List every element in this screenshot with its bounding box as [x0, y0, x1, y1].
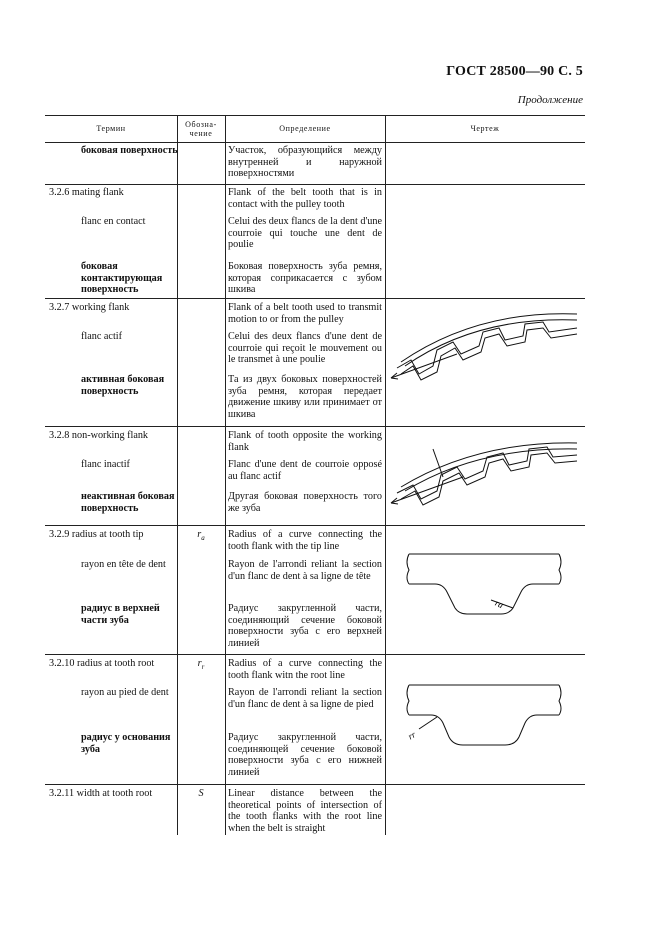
term-ru: неактивная боковая поверхность: [81, 491, 175, 514]
definition-ru: Участок, образующийся между внутренней и наружной поверхностями: [228, 145, 382, 180]
definition-en: Flank of tooth opposite the working flank: [228, 430, 382, 453]
term-en: 3.2.9 radius at tooth tip: [49, 529, 144, 540]
definition-ru: Радиус закругленной части, соединяющий сечение боковой поверхности зуба с его верхней линией: [228, 603, 382, 649]
column-divider: [385, 115, 386, 835]
definition-ru: Другая боковая поверхность того же зуба: [228, 491, 382, 514]
term-fr: rayon en tête de dent: [81, 559, 166, 570]
root-radius-drawing: [387, 681, 585, 753]
root-radius-label: rr: [406, 729, 418, 742]
col-header-term: Термин: [96, 124, 126, 133]
term-ru: боковая поверхность: [81, 145, 178, 156]
tip-radius-label: ra: [493, 597, 505, 611]
term-en: 3.2.7 working flank: [49, 302, 130, 313]
definition-fr: Celui des deux flancs d'une dent de courroie qui reçoit le mouvement ou le transmet à une poulie: [228, 331, 382, 366]
row-divider: [45, 184, 585, 185]
definition-en: Radius of a curve connecting the tooth flank witn the root line: [228, 658, 382, 681]
term-fr: flanc inactif: [81, 459, 130, 470]
tip-radius-drawing: [387, 550, 585, 620]
definition-fr: Flanc d'une dent de courroie opposé au flanc actif: [228, 459, 382, 482]
page-header: ГОСТ 28500—90 С. 5: [446, 64, 583, 79]
row-divider: [45, 525, 585, 526]
symbol: $r_r$: [197, 658, 205, 672]
term-fr: rayon au pied de dent: [81, 687, 169, 698]
row-divider: [45, 784, 585, 785]
term-fr: flanc actif: [81, 331, 123, 342]
row-divider: [45, 654, 585, 655]
col-header-drawing: Чертеж: [470, 124, 500, 133]
definition-en: Flank of a belt tooth used to transmit motion to or from the pulley: [228, 302, 382, 325]
symbol: S: [198, 788, 204, 799]
non-working-flank-drawing: [387, 437, 585, 519]
definition-ru: Та из двух боковых поверхностей зуба ремня, которая передает движение шкиву или принимает от шкива: [228, 374, 382, 420]
definition-ru: Радиус закругленной части, соединяющей сечение боковой поверхности зуба с его нижней линией: [228, 732, 382, 778]
term-en: 3.2.8 non-working flank: [49, 430, 149, 441]
definition-ru: Боковая поверхность зуба ремня, которая соприкасается с зубом шкива: [228, 261, 382, 296]
column-divider: [225, 115, 226, 835]
definition-en: Radius of a curve connecting the tooth flank with the tip line: [228, 529, 382, 552]
term-ru: радиус в верхней части зуба: [81, 603, 160, 626]
row-divider: [45, 426, 585, 427]
col-header-symbol: Обозна- чение: [185, 119, 217, 138]
header-bottom-rule: [45, 142, 585, 143]
definition-fr: Rayon de l'arrondi reliant la section d'un flanc de dent à sa ligne de pied: [228, 687, 382, 710]
terms-table: [45, 115, 585, 835]
term-en: 3.2.10 radius at tooth root: [49, 658, 155, 669]
definition-fr: Rayon de l'arrondi reliant la section d'un flanc de dent à sa ligne de tête: [228, 559, 382, 582]
definition-en: Linear distance between the theoretical points of intersection of the tooth flanks with the root line when the belt is straight: [228, 788, 382, 834]
row-divider: [45, 298, 585, 299]
term-ru: радиус у основания зуба: [81, 732, 171, 755]
working-flank-drawing: [387, 308, 585, 400]
continuation-label: Продолжение: [517, 94, 583, 106]
term-en: 3.2.6 mating flank: [49, 187, 124, 198]
symbol: $r_a$: [197, 529, 205, 543]
term-ru: активная боковая поверхность: [81, 374, 165, 397]
col-header-definition: Определение: [279, 124, 331, 133]
term-en: 3.2.11 width at tooth root: [49, 788, 153, 799]
term-fr: flanc en contact: [81, 216, 146, 227]
term-ru: боковая контактирующая поверхность: [81, 261, 163, 296]
definition-fr: Celui des deux flancs de la dent d'une courroie qui touche une dent de poulie: [228, 216, 382, 251]
definition-en: Flank of the belt tooth that is in contact with the pulley tooth: [228, 187, 382, 210]
